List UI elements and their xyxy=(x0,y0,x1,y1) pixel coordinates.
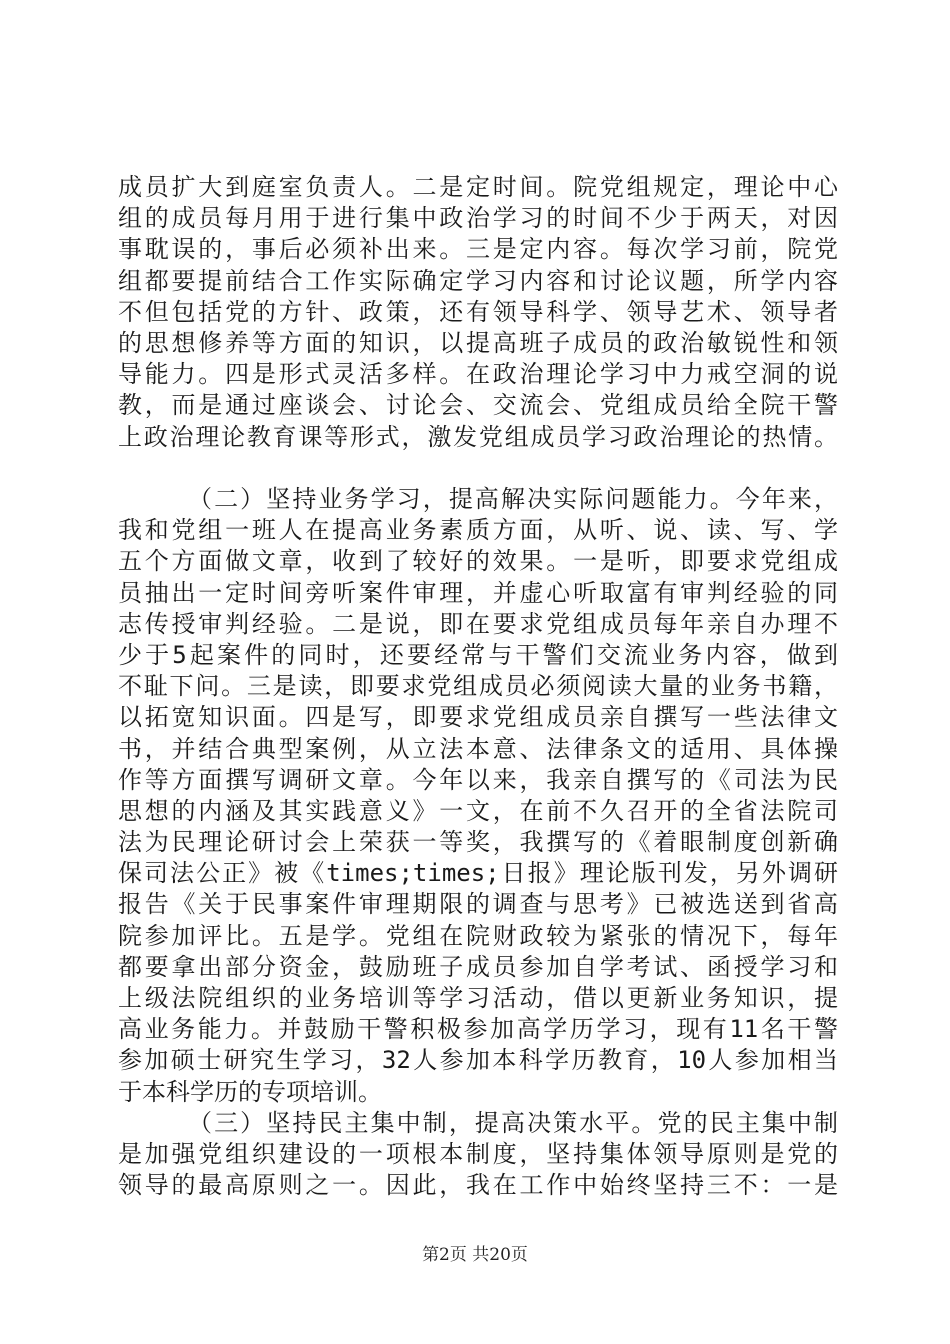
page-number: 第2页 共20页 xyxy=(422,1245,528,1265)
text-line: 不耻下问。三是读，即要求党组成员必须阅读大量的业务书籍， xyxy=(118,672,838,701)
text-line: 作等方面撰写调研文章。今年以来，我亲自撰写的《司法为民 xyxy=(118,765,838,794)
text-line: 上级法院组织的业务培训等学习活动，借以更新业务知识，提 xyxy=(118,984,838,1012)
text-line: 成员扩大到庭室负责人。二是定时间。院党组规定，理论中心 xyxy=(118,173,838,201)
text-line: （二）坚持业务学习，提高解决实际问题能力。今年来， xyxy=(188,485,838,513)
text-line: 以拓宽知识面。四是写，即要求党组成员亲自撰写一些法律文 xyxy=(118,703,838,732)
text-line: 是加强党组织建设的一项根本制度，坚持集体领导原则是党的 xyxy=(118,1139,838,1168)
text-line: 组的成员每月用于进行集中政治学习的时间不少于两天，对因 xyxy=(118,204,838,233)
paragraph-2 xyxy=(118,484,838,1201)
text-line: 院参加评比。五是学。党组在院财政较为紧张的情况下，每年 xyxy=(118,921,838,950)
text-line: 导能力。四是形式灵活多样。在政治理论学习中力戒空洞的说 xyxy=(118,360,838,389)
text-line: 的思想修养等方面的知识，以提高班子成员的政治敏锐性和领 xyxy=(118,328,838,357)
text-line: 志传授审判经验。二是说，即在要求党组成员每年亲自办理不 xyxy=(118,609,838,638)
text-line: 不但包括党的方针、政策，还有领导科学、领导艺术、领导者 xyxy=(118,297,838,326)
text-line: 组都要提前结合工作实际确定学习内容和讨论议题，所学内容 xyxy=(118,266,838,295)
text-line: 都要拿出部分资金，鼓励班子成员参加自学考试、函授学习和 xyxy=(118,952,838,981)
text-line: 法为民理论研讨会上荣获一等奖，我撰写的《着眼制度创新确 xyxy=(118,828,838,857)
text-line: 五个方面做文章，收到了较好的效果。一是听，即要求党组成 xyxy=(118,547,838,576)
text-line: 思想的内涵及其实践意义》一文，在前不久召开的全省法院司 xyxy=(118,796,838,825)
text-line: 参加硕士研究生学习，32人参加本科学历教育，10人参加相当 xyxy=(118,1046,838,1075)
text-line: 我和党组一班人在提高业务素质方面，从听、说、读、写、学 xyxy=(118,516,838,545)
paragraph-1 xyxy=(118,172,838,453)
text-line: 少于5起案件的同时，还要经常与干警们交流业务内容，做到 xyxy=(118,640,838,669)
text-line: 报告《关于民事案件审理期限的调查与思考》已被选送到省高 xyxy=(118,890,838,919)
text-line: 高业务能力。并鼓励干警积极参加高学历学习，现有11名干警 xyxy=(118,1015,838,1044)
text-line: 书，并结合典型案例，从立法本意、法律条文的适用、具体操 xyxy=(118,734,838,763)
text-line: （三）坚持民主集中制，提高决策水平。党的民主集中制 xyxy=(188,1108,838,1137)
text-line: 上政治理论教育课等形式，激发党组成员学习政治理论的热情。 xyxy=(118,422,838,451)
text-line: 于本科学历的专项培训。 xyxy=(118,1077,382,1106)
text-line: 保司法公正》被《times;times;日报》理论版刊发，另外调研 xyxy=(118,859,838,888)
text-line: 教，而是通过座谈会、讨论会、交流会、党组成员给全院干警 xyxy=(118,391,838,420)
text-line: 领导的最高原则之一。因此，我在工作中始终坚持三不：一是 xyxy=(118,1171,838,1200)
text-line: 员抽出一定时间旁听案件审理，并虚心听取富有审判经验的同 xyxy=(118,578,838,607)
text-line: 事耽误的，事后必须补出来。三是定内容。每次学习前，院党 xyxy=(118,235,838,264)
